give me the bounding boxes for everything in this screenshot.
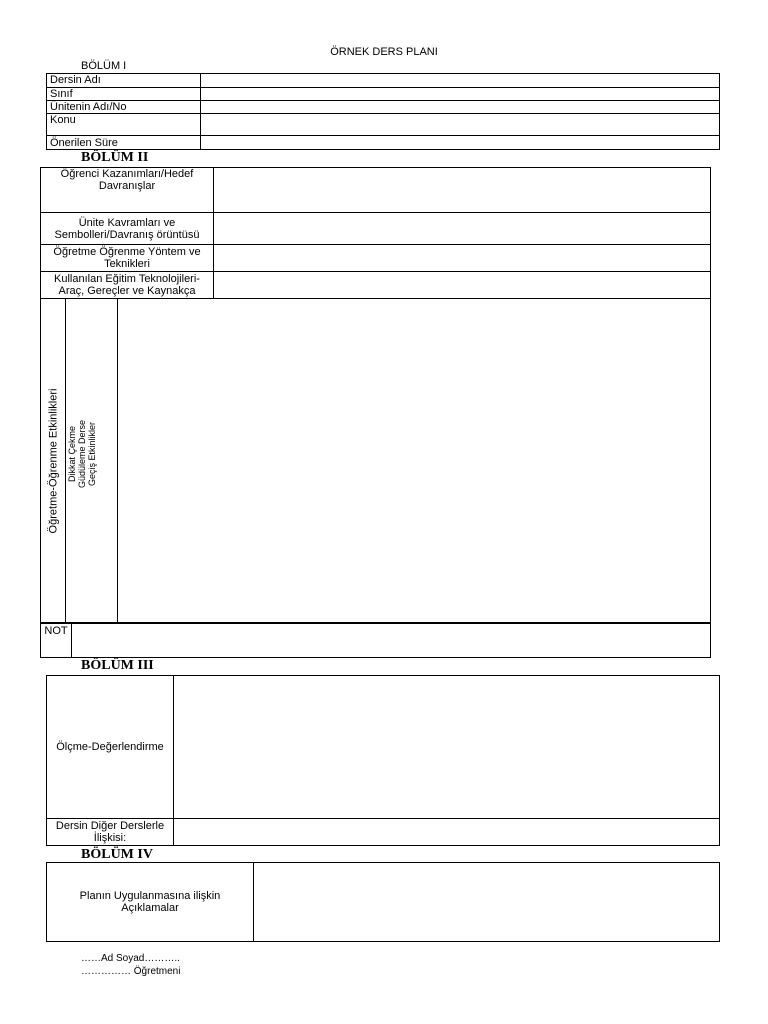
field-value-aciklamalar[interactable] [254,863,720,942]
field-label-kazanimlar: Öğrenci Kazanımları/Hedef Davranışlar [41,168,214,213]
section-2-table [40,167,711,299]
field-value-teknoloji[interactable] [214,272,711,299]
field-value-ders-adi[interactable] [201,74,720,88]
field-label-sure: Önerilen Süre [47,136,201,150]
field-value-unite[interactable] [201,101,720,114]
field-label-yontem: Öğretme Öğrenme Yöntem ve Teknikleri [41,245,214,272]
activities-label-cell [41,299,66,624]
field-label-konu: Konu [47,114,201,136]
activities-label: Öğretme-Öğrenme Etkinlikleri [47,388,59,534]
footer-name-line: ……Ad Soyad……….. [81,953,180,964]
activities-sub-cell [66,299,118,624]
field-label-olcme: Ölçme-Değerlendirme [47,676,174,819]
section-1-table [46,73,720,150]
section-3-heading: BÖLÜM III [81,658,154,673]
note-table [40,622,711,658]
section-2-heading: BÖLÜM II [81,150,149,165]
activities-table [40,298,711,624]
field-value-kavramlar[interactable] [214,213,711,245]
field-value-iliski[interactable] [174,819,720,846]
section-1-heading: BÖLÜM I [81,60,127,72]
field-label-ders-adi: Dersin Adı [47,74,201,88]
note-label: NOT [41,623,72,658]
page-title: ÖRNEK DERS PLANI [330,46,438,58]
section-4-table [46,862,720,942]
field-label-unite: Ünitenin Adı/No [47,101,201,114]
field-value-kazanimlar[interactable] [214,168,711,213]
footer-teacher-line: …………… Öğretmeni [81,966,181,977]
activities-content[interactable] [118,299,711,624]
field-label-sinif: Sınıf [47,88,201,101]
field-label-iliski: Dersin Diğer Derslerle İlişkisi: [47,819,174,846]
field-value-konu[interactable] [201,114,720,136]
section-3-table [46,675,720,846]
field-label-kavramlar: Ünite Kavramları ve Sembolleri/Davranış örüntüsü [41,213,214,245]
field-value-sure[interactable] [201,136,720,150]
field-value-sinif[interactable] [201,88,720,101]
field-value-olcme[interactable] [174,676,720,819]
field-label-teknoloji: Kullanılan Eğitim Teknolojileri-Araç, Gereçler ve Kaynakça [41,272,214,299]
section-4-heading: BÖLÜM IV [81,847,153,862]
field-label-aciklamalar: Planın Uygulanmasına ilişkin Açıklamalar [47,863,254,942]
activities-sub-label: Dikkat Çekme Güdüleme Derse Geçiş Etkinlikler [67,419,97,489]
note-content[interactable] [72,623,711,658]
field-value-yontem[interactable] [214,245,711,272]
